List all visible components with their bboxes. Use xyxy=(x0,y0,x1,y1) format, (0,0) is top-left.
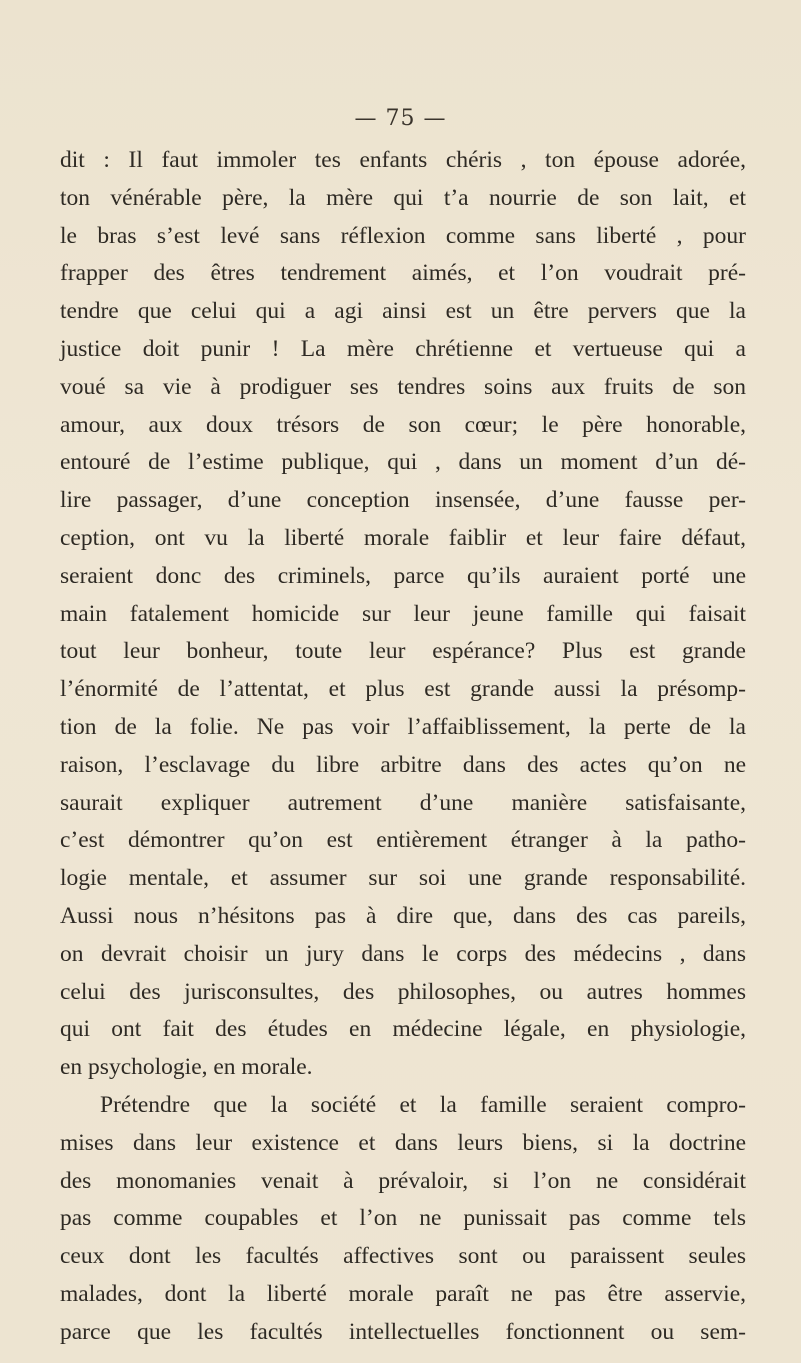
text-line: des monomanies venait à prévaloir, si l’on ne considérait xyxy=(60,1167,746,1194)
text-line: pas comme coupables et l’on ne punissait pas comme tels xyxy=(60,1205,746,1232)
text-line: justice doit punir ! La mère chrétienne et vertueuse qui a xyxy=(60,335,746,362)
text-line: tendre que celui qui a agi ainsi est un être pervers que la xyxy=(60,298,746,325)
text-line: dit : Il faut immoler tes enfants chéris , ton épouse adorée, xyxy=(60,147,746,173)
text-line: entouré de l’estime publique, qui , dans un moment d’un dé- xyxy=(60,449,746,476)
text-line: logie mentale, et assumer sur soi une grande responsabilité. xyxy=(60,865,746,892)
text-line: lire passager, d’une conception insensée, d’une fausse per- xyxy=(60,487,746,514)
text-line: tout leur bonheur, toute leur espérance? Plus est grande xyxy=(60,638,746,665)
text-line: en psychologie, en morale. xyxy=(60,1054,313,1081)
text-line: ton vénérable père, la mère qui t’a nourrie de son lait, et xyxy=(60,184,746,211)
text-line: malades, dont la liberté morale paraît ne pas être asservie, xyxy=(60,1280,746,1307)
text-line: main fatalement homicide sur leur jeune famille qui faisait xyxy=(60,600,746,627)
text-line: ceux dont les facultés affectives sont ou paraissent seules xyxy=(60,1243,746,1270)
text-line: ception, ont vu la liberté morale faiblir et leur faire défaut, xyxy=(60,524,746,551)
text-line: qui ont fait des études en médecine légale, en physiologie, xyxy=(60,1016,746,1043)
text-line: seraient donc des criminels, parce qu’ils auraient porté une xyxy=(60,562,746,589)
text-line: frapper des êtres tendrement aimés, et l’on voudrait pré- xyxy=(60,260,746,287)
text-line: Prétendre que la société et la famille seraient compro- xyxy=(100,1091,746,1118)
text-line: c’est démontrer qu’on est entièrement étranger à la patho- xyxy=(60,827,746,854)
body-text xyxy=(60,142,746,1352)
text-line: tion de la folie. Ne pas voir l’affaiblissement, la perte de la xyxy=(60,713,746,740)
text-line: le bras s’est levé sans réflexion comme sans liberté , pour xyxy=(60,222,746,249)
text-line: mises dans leur existence et dans leurs biens, si la doctrine xyxy=(60,1129,746,1156)
text-line: celui des jurisconsultes, des philosophes, ou autres hommes xyxy=(60,978,746,1005)
text-line: voué sa vie à prodiguer ses tendres soins aux fruits de son xyxy=(60,373,746,400)
text-line: parce que les facultés intellectuelles fonctionnent ou sem- xyxy=(60,1318,746,1345)
text-line: amour, aux doux trésors de son cœur; le père honorable, xyxy=(60,411,746,438)
text-line: raison, l’esclavage du libre arbitre dans des actes qu’on ne xyxy=(60,751,746,778)
text-line: l’énormité de l’attentat, et plus est grande aussi la présomp- xyxy=(60,676,746,703)
text-line: on devrait choisir un jury dans le corps des médecins , dans xyxy=(60,940,746,967)
page-number: — 75 — xyxy=(354,106,447,131)
text-line: saurait expliquer autrement d’une manière satisfaisante, xyxy=(60,789,746,816)
text-line: Aussi nous n’hésitons pas à dire que, dans des cas pareils, xyxy=(60,902,746,929)
